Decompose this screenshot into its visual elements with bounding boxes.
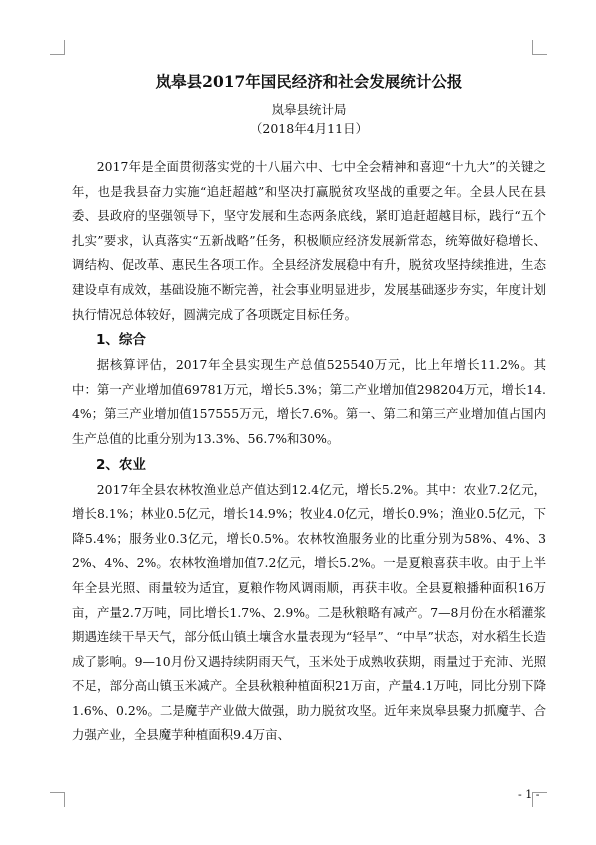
- section-paragraph-overview: 据核算评估，2017年全县实现生产总值525540万元，比上年增长11.2%。其中：第一产业增加值69781万元，增长5.3%；第二产业增加值298204万元，增长14.4%；第三产业增加值157555万元，增长7.6%。第一、第二和第三产业增加值占国内生产总值的比重分别为13.3%、56.7%和30%。: [72, 357, 546, 446]
- document-date: （2018年4月11日）: [249, 121, 369, 136]
- section-heading-agriculture: 2、农业: [96, 456, 146, 473]
- crop-mark-top-right: [532, 40, 547, 55]
- crop-mark-top-left: [50, 40, 65, 55]
- section-paragraph-agriculture: 2017年全县农林牧渔业总产值达到12.4亿元，增长5.2%。其中：农业7.2亿元，增长8.1%；林业0.5亿元，增长14.9%；牧业4.0亿元，增长0.9%；渔业0.5亿元，下降5.4%；服务业0.3亿元，增长0.5%。农林牧渔服务业的比重分别为58%、4%、32%、4%、2%。农林牧渔增加值7.2亿元，增长5.2%。一是夏粮喜获丰收。由于上半年全县光照、雨量较为适宜，夏粮作物风调雨顺，再获丰收。全县夏粮播种面积16万亩，产量2.7万吨，同比增长1.7%、2.9%。二是秋粮略有减产。7—8月份在水稻灌浆期遇连续干旱天气，部分低山镇土壤含水量表现为“轻旱”、“中旱”状态，对水稻生长造成了影响。9—10月份又遇持续阴雨天气，玉米处于成熟收获期，雨量过于充沛、光照不足，部分高山镇玉米减产。全县秋粮种植面积21万亩，产量4.1万吨，同比分别下降1.6%、0.2%。二是魔芋产业做大做强，助力脱贫攻坚。近年来岚皋县聚力抓魔芋、合力强产业，全县魔芋种植面积9.4万亩、: [72, 481, 546, 743]
- document-author: 岚皋县统计局: [271, 102, 347, 117]
- intro-paragraph: 2017年是全面贯彻落实党的十八届六中、七中全会精神和喜迎“十九大”的关键之年，也是我县奋力实施“追赶超越”和坚决打赢脱贫攻坚战的重要之年。全县人民在县委、县政府的坚强领导下，坚守发展和生态两条底线，紧盯追赶超越目标，践行“五个扎实”要求，认真落实“五新战略”任务，积极顺应经济发展新常态，统筹做好稳增长、调结构、促改革、惠民生各项工作。全县经济发展稳中有升，脱贫攻坚持续推进，生态建设卓有成效，基础设施不断完善，社会事业明显进步，发展基础逐步夯实，年度计划执行情况总体较好，圆满完成了各项既定目标任务。: [72, 159, 546, 322]
- document-title: 岚皋县2017年国民经济和社会发展统计公报: [155, 72, 463, 91]
- crop-mark-bottom-left: [50, 792, 65, 807]
- page-number: - 1 -: [518, 788, 540, 801]
- section-heading-overview: 1、综合: [96, 332, 146, 349]
- document-body: [72, 71, 546, 748]
